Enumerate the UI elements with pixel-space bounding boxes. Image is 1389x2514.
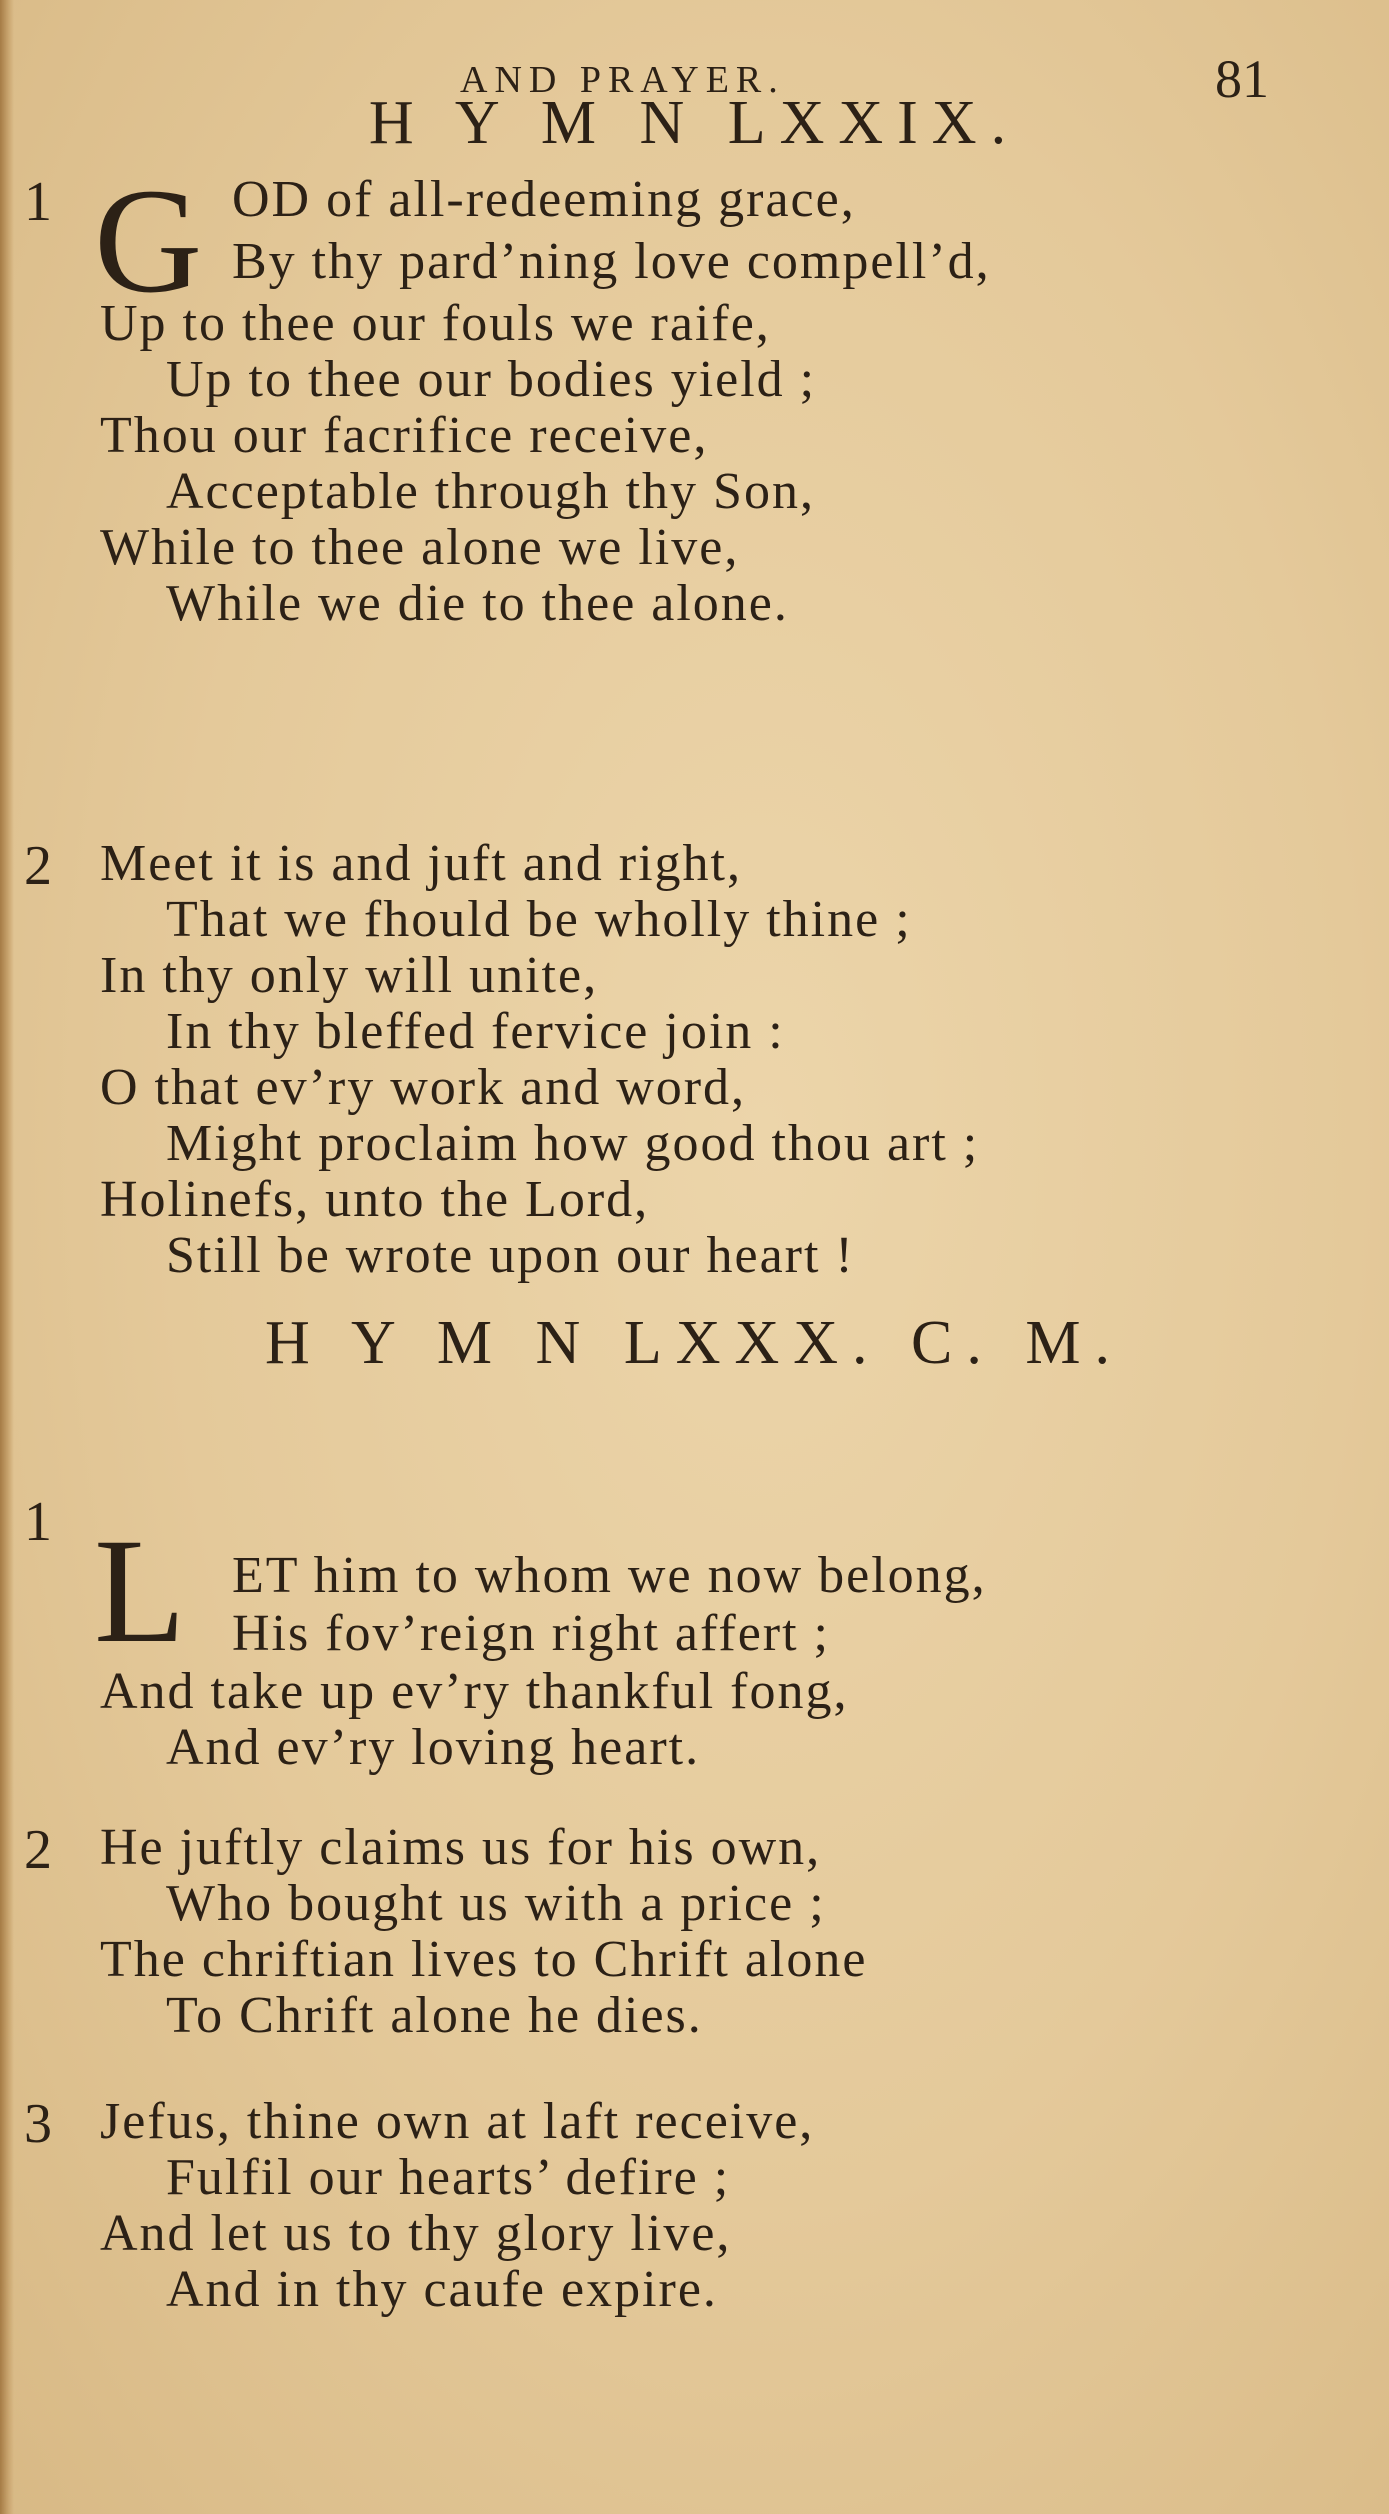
- hymn-80-title: H Y M N LXXX. C. M.: [264, 1309, 1125, 1377]
- stanza-number: 2: [24, 835, 52, 897]
- verse-line: Jefus, thine own at laft receive,: [100, 2093, 815, 2150]
- verse-line: While to thee alone we live,: [100, 519, 740, 576]
- verse-line: And take up ev’ry thankful fong,: [100, 1663, 849, 1720]
- stanza-number: 1: [24, 1491, 52, 1553]
- verse-line: Up to thee our fouls we raife,: [100, 295, 771, 352]
- verse-line: In thy bleffed fervice join :: [166, 1003, 785, 1060]
- verse-line: And ev’ry loving heart.: [166, 1719, 701, 1776]
- page-number: 81: [1215, 49, 1269, 109]
- verse-line: He juftly claims us for his own,: [100, 1819, 822, 1876]
- verse-line: O that ev’ry work and word,: [100, 1059, 747, 1116]
- hymn-79-title: H Y M N LXXIX.: [368, 89, 1021, 157]
- verse-line: The chriftian lives to Chrift alone: [100, 1931, 868, 1988]
- verse-line: And in thy caufe expire.: [166, 2261, 718, 2318]
- verse-line: And let us to thy glory live,: [100, 2205, 732, 2262]
- verse-line: Meet it is and juft and right,: [100, 835, 743, 892]
- verse-line: Up to thee our bodies yield ;: [166, 351, 817, 408]
- verse-line: OD of all-redeeming grace,: [232, 171, 856, 228]
- verse-line: Who bought us with a price ;: [166, 1875, 826, 1932]
- verse-line: Thou our facrifice receive,: [100, 407, 709, 464]
- stanza-number: 1: [24, 171, 52, 233]
- page-edge-shadow: [0, 0, 14, 2514]
- stanza-number: 3: [24, 2093, 52, 2155]
- verse-line: By thy pard’ning love compell’d,: [232, 233, 991, 290]
- verse-line: ET him to whom we now belong,: [232, 1547, 987, 1604]
- verse-line: In thy only will unite,: [100, 947, 599, 1004]
- drop-cap: G: [94, 158, 203, 324]
- running-title: AND PRAYER.: [460, 59, 785, 101]
- verse-line: Holinefs, unto the Lord,: [100, 1171, 650, 1228]
- verse-line: Still be wrote upon our heart !: [166, 1227, 855, 1284]
- verse-line: To Chrift alone he dies.: [166, 1987, 703, 2044]
- verse-line: Fulfil our hearts’ defire ;: [166, 2149, 731, 2206]
- verse-line: Might proclaim how good thou art ;: [166, 1115, 980, 1172]
- stanza-number: 2: [24, 1819, 52, 1881]
- drop-cap: L: [94, 1508, 186, 1674]
- verse-line: While we die to thee alone.: [166, 575, 789, 632]
- verse-line: Acceptable through thy Son,: [166, 463, 815, 520]
- verse-line: His fov’reign right affert ;: [232, 1605, 830, 1662]
- verse-line: That we fhould be wholly thine ;: [166, 891, 912, 948]
